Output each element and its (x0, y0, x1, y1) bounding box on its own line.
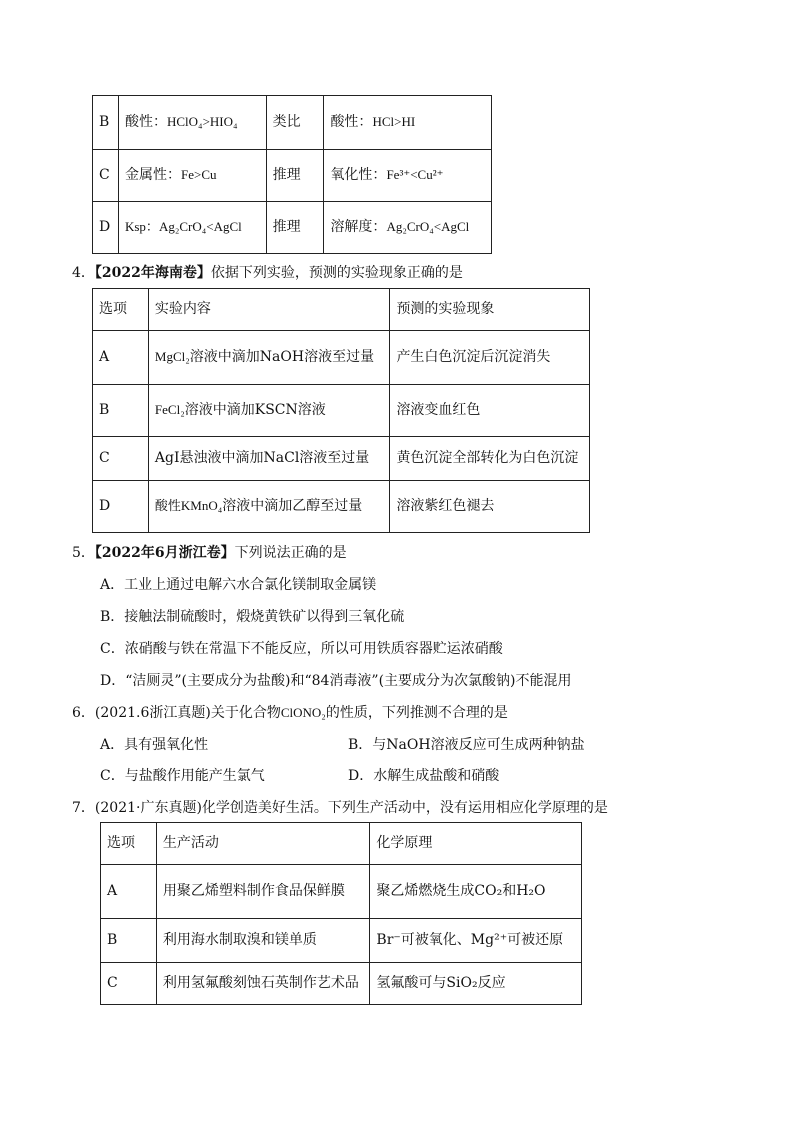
formula: HClO₄>HIO₄ (166, 114, 238, 130)
table-header-row (101, 823, 582, 865)
row-label: C (101, 963, 157, 1005)
table-row (93, 437, 590, 481)
cell: 利用氢氟酸刻蚀石英制作艺术品 (156, 963, 370, 1005)
formula: Fe³⁺<Cu²⁺ (386, 167, 444, 183)
row-label: B (93, 96, 119, 150)
table-row (101, 865, 582, 919)
cell: 氧化性：Fe³⁺<Cu²⁺ (324, 150, 492, 202)
option-c: C．浓硝酸与铁在常温下不能反应，所以可用铁质容器贮运浓硝酸 (100, 641, 503, 657)
option-a: A．工业上通过电解六水合氯化镁制取金属镁 (100, 577, 377, 593)
table-row (93, 150, 492, 202)
option-a: A．具有强氧化性 (100, 737, 209, 753)
formula: FeCl₂ (154, 402, 185, 418)
question-6-stem: 6．(2021.6浙江真题)关于化合物ClONO₂的性质，下列推测不合理的是 (72, 705, 508, 721)
cell: 黄色沉淀全部转化为白色沉淀 (390, 437, 590, 481)
formula: Ag₂CrO₄<AgCl (386, 219, 470, 235)
formula: Ag₂CrO₄<AgCl (158, 219, 242, 235)
column-header: 生产活动 (156, 823, 370, 865)
table-row (93, 331, 590, 385)
table-q7 (100, 822, 582, 1005)
table-q4 (92, 288, 590, 533)
cell: 类比 (266, 96, 324, 150)
cell: Br⁻可被氧化、Mg²⁺可被还原 (370, 919, 582, 963)
row-label: D (93, 481, 149, 533)
option-d: D．水解生成盐酸和硝酸 (348, 768, 500, 784)
cell: AgI悬浊液中滴加NaCl溶液至过量 (148, 437, 390, 481)
cell: 酸性：HClO₄>HIO₄ (118, 96, 266, 150)
cell: 用聚乙烯塑料制作食品保鲜膜 (156, 865, 370, 919)
cell: 酸性KMnO₄溶液中滴加乙醇至过量 (148, 481, 390, 533)
cell: FeCl₂溶液中滴加KSCN溶液 (148, 385, 390, 437)
source-tag: 【2022年6月浙江卷】 (94, 545, 235, 561)
row-label: D (93, 202, 119, 254)
option-c: C．与盐酸作用能产生氯气 (100, 768, 265, 784)
source-tag: 【2022年海南卷】 (94, 265, 211, 281)
cell: 产生白色沉淀后沉淀消失 (390, 331, 590, 385)
cell: 溶液变血红色 (390, 385, 590, 437)
cell: 推理 (266, 202, 324, 254)
column-header: 选项 (101, 823, 157, 865)
formula: Fe>Cu (180, 167, 217, 183)
option-d: D．“洁厕灵”(主要成分为盐酸)和“84消毒液”(主要成分为次氯酸钠)不能混用 (100, 673, 572, 689)
question-4-stem: 4．【2022年海南卷】依据下列实验，预测的实验现象正确的是 (72, 265, 463, 281)
table-top (92, 95, 492, 254)
source-tag: (2021.6浙江真题) (94, 705, 211, 721)
table-row (93, 202, 492, 254)
cell: 氢氟酸可与SiO₂反应 (370, 963, 582, 1005)
cell: 聚乙烯燃烧生成CO₂和H₂O (370, 865, 582, 919)
row-label: A (93, 331, 149, 385)
cell: 溶液紫红色褪去 (390, 481, 590, 533)
cell: MgCl₂溶液中滴加NaOH溶液至过量 (148, 331, 390, 385)
column-header: 预测的实验现象 (390, 289, 590, 331)
cell: 推理 (266, 150, 324, 202)
row-label: C (93, 437, 149, 481)
table-row (101, 919, 582, 963)
formula: 酸性KMnO₄ (154, 498, 223, 514)
row-label: B (93, 385, 149, 437)
option-b: B．与NaOH溶液反应可生成两种钠盐 (348, 737, 585, 753)
cell: 溶解度：Ag₂CrO₄<AgCl (324, 202, 492, 254)
table-row (93, 385, 590, 437)
cell: Ksp：Ag₂CrO₄<AgCl (118, 202, 266, 254)
cell: 酸性：HCl>HI (324, 96, 492, 150)
row-label: C (93, 150, 119, 202)
column-header: 化学原理 (370, 823, 582, 865)
formula: MgCl₂ (154, 349, 190, 365)
formula: ClONO₂ (280, 705, 326, 720)
column-header: 选项 (93, 289, 149, 331)
cell: 金属性：Fe>Cu (118, 150, 266, 202)
table-row (93, 481, 590, 533)
cell: 利用海水制取溴和镁单质 (156, 919, 370, 963)
option-b: B．接触法制硫酸时，煅烧黄铁矿以得到三氧化硫 (100, 609, 405, 625)
table-row (101, 963, 582, 1005)
formula: HCl>HI (372, 114, 416, 130)
question-5-stem: 5．【2022年6月浙江卷】下列说法正确的是 (72, 545, 347, 561)
question-7-stem: 7．(2021·广东真题)化学创造美好生活。下列生产活动中，没有运用相应化学原理的是 (72, 800, 608, 816)
source-tag: (2021·广东真题) (94, 800, 202, 816)
table-row (93, 96, 492, 150)
row-label: A (101, 865, 157, 919)
column-header: 实验内容 (148, 289, 390, 331)
table-header-row (93, 289, 590, 331)
row-label: B (101, 919, 157, 963)
